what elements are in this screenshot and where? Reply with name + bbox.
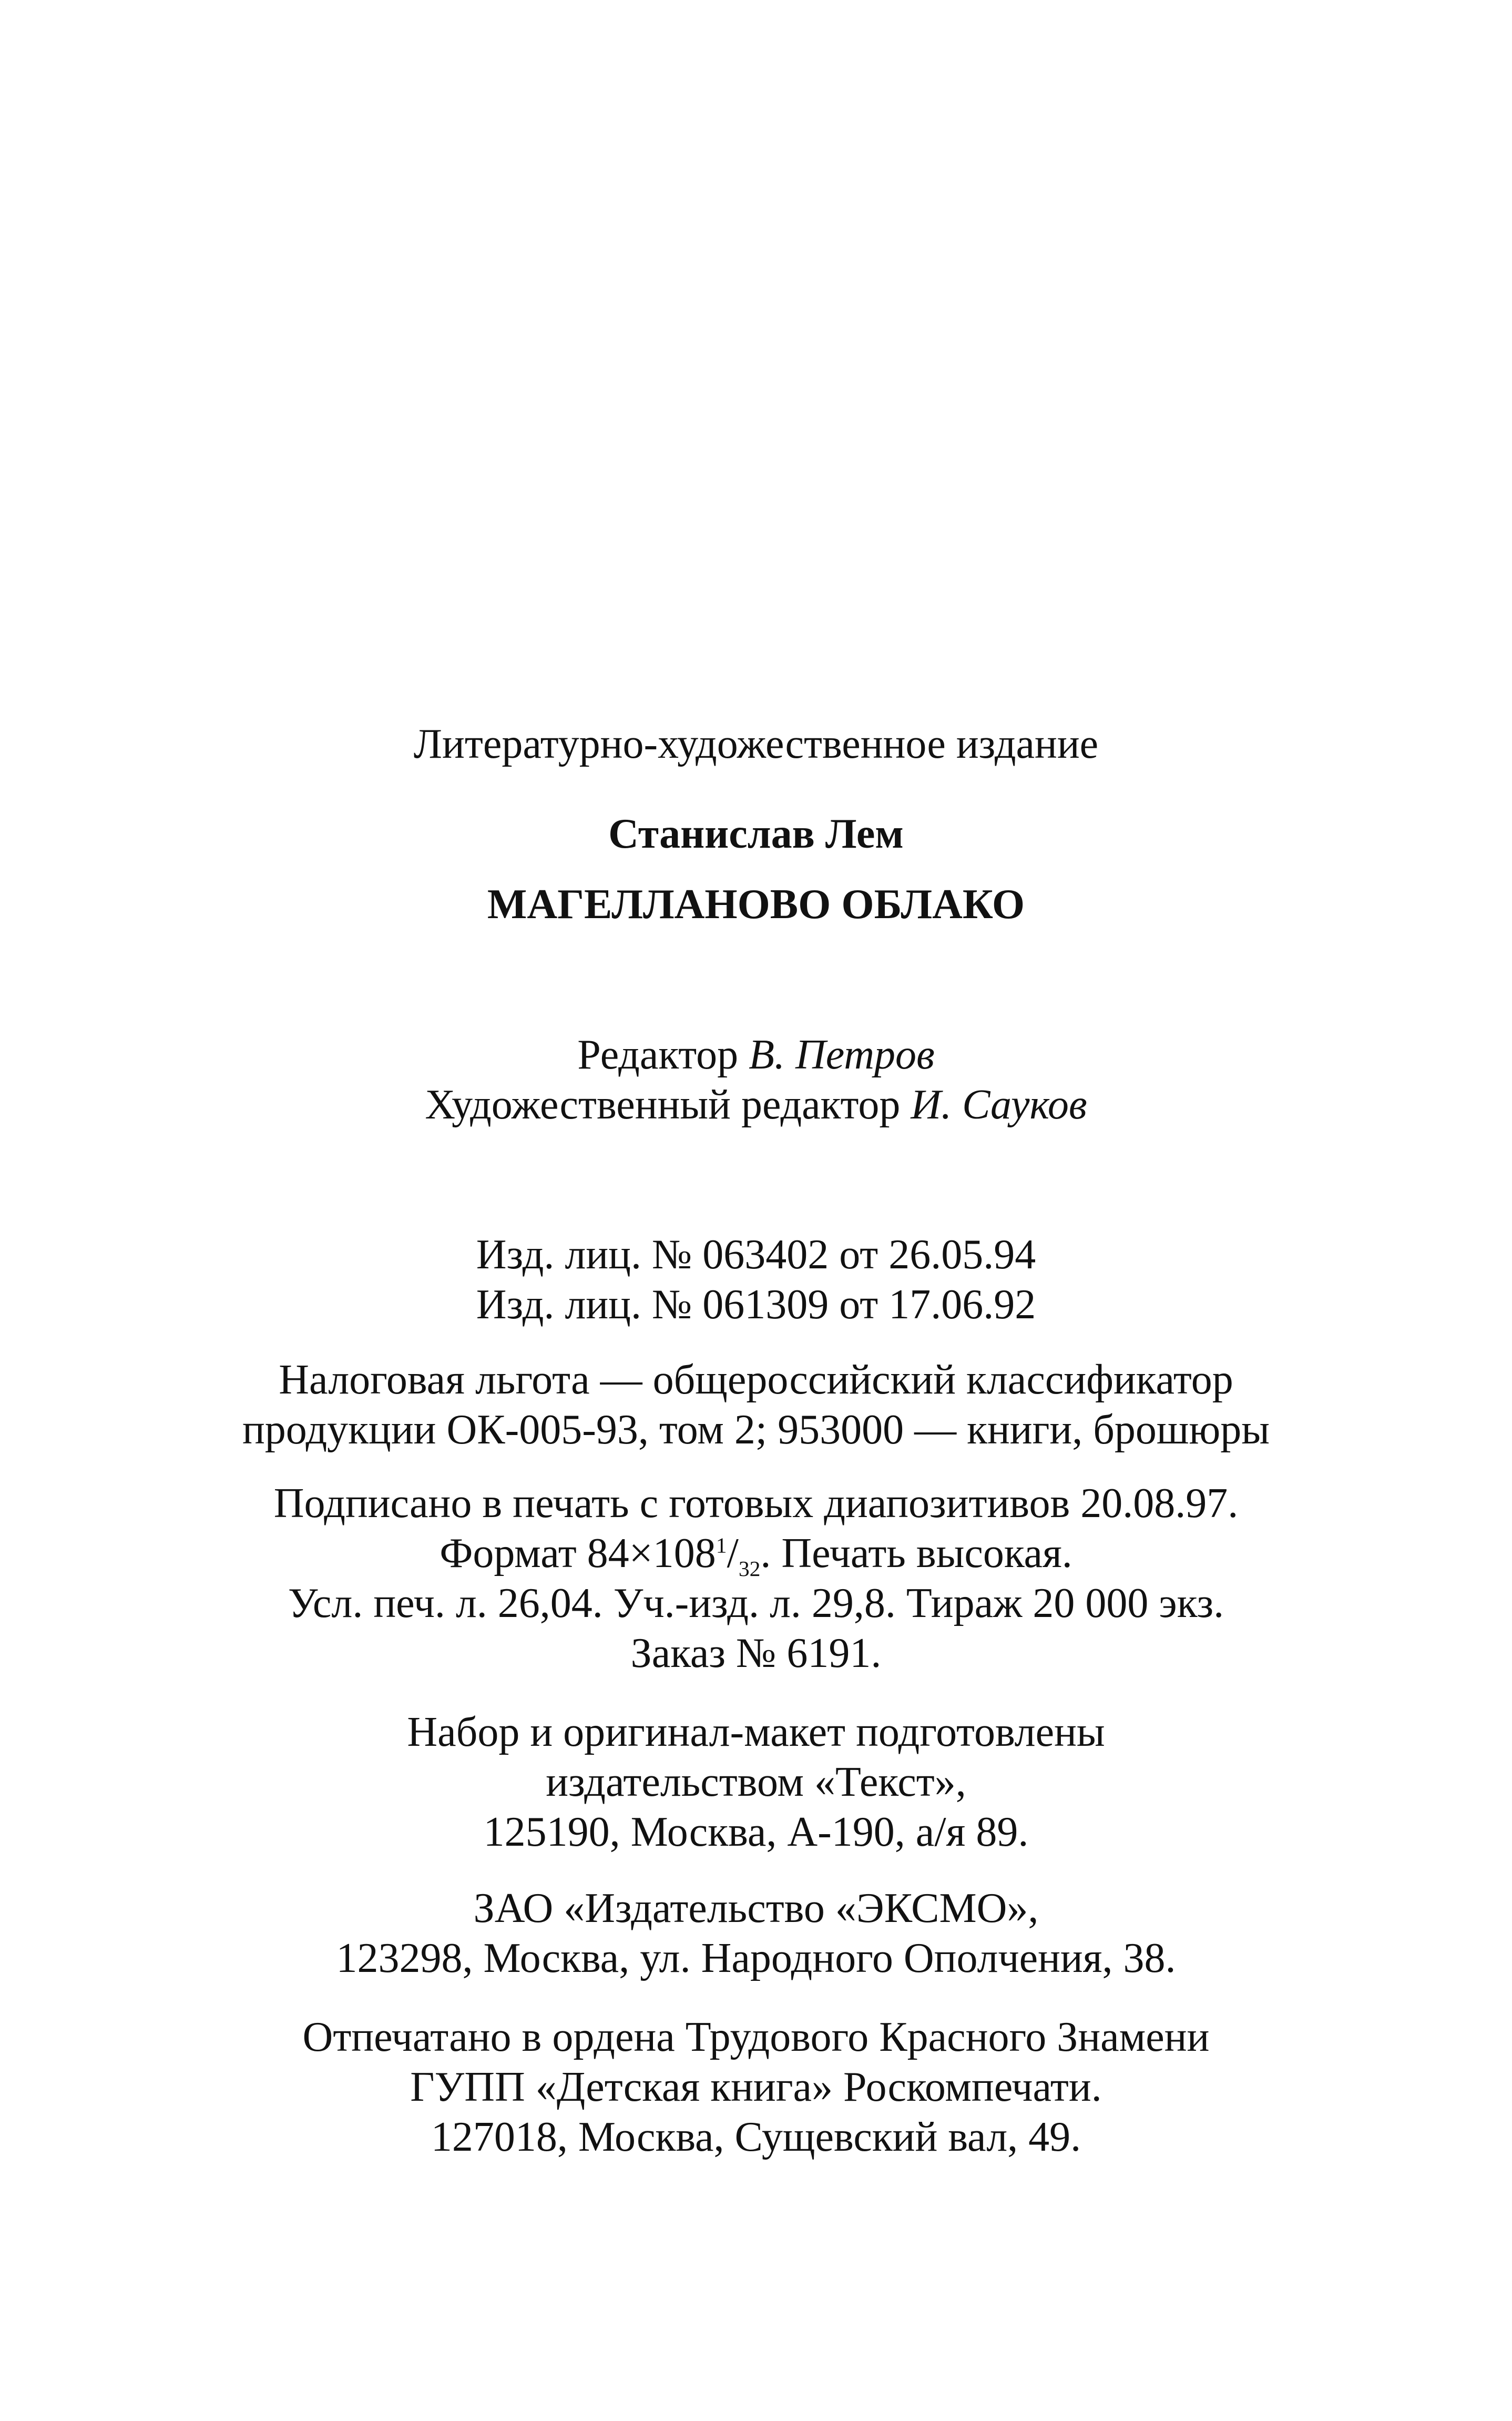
print-block (0, 1479, 1512, 1679)
author-name: Станислав Лем (608, 811, 904, 857)
art-editor-label: Художественный редактор (425, 1082, 901, 1128)
signed-line: Подписано в печать с готовых диапозитивов 20.08.97. (273, 1480, 1239, 1527)
format-suffix: . Печать высокая. (760, 1530, 1072, 1576)
license-line: Изд. лиц. № 061309 от 17.06.92 (476, 1281, 1036, 1328)
editor-name: В. Петров (749, 1032, 935, 1078)
format-fraction-numerator: 1 (716, 1533, 727, 1558)
publisher-line: 123298, Москва, ул. Народного Ополчения, 38. (336, 1935, 1176, 1981)
colophon (0, 719, 1512, 2162)
typeset-line: издательством «Текст», (546, 1759, 966, 1805)
art-editor-name: И. Сауков (911, 1082, 1087, 1128)
publisher-line: ЗАО «Издательство «ЭКСМО», (473, 1885, 1039, 1931)
typeset-block (0, 1707, 1512, 1857)
book-title: МАГЕЛЛАНОВО ОБЛАКО (487, 881, 1025, 928)
printer-block (0, 2012, 1512, 2162)
typeset-line: 125190, Москва, А-190, а/я 89. (483, 1809, 1029, 1855)
tax-block (0, 1355, 1512, 1455)
printer-line: Отпечатано в ордена Трудового Красного Знамени (302, 2014, 1210, 2060)
order-line: Заказ № 6191. (630, 1630, 882, 1676)
editor-label: Редактор (577, 1032, 739, 1078)
license-line: Изд. лиц. № 063402 от 26.05.94 (476, 1232, 1036, 1278)
editors-block (0, 1030, 1512, 1130)
genre-line: Литературно-художественное издание (413, 721, 1099, 767)
format-prefix: Формат 84×108 (440, 1530, 716, 1576)
editor-line (0, 1030, 1512, 1080)
format-line: Формат $84\times 108^1/_{32}$. Печать высокая. (440, 1530, 1072, 1581)
tax-line: Налоговая льгота — общероссийский классификатор (279, 1357, 1233, 1403)
licenses-block (0, 1230, 1512, 1330)
art-editor-line (0, 1080, 1512, 1130)
publisher-block (0, 1884, 1512, 1983)
printer-line: ГУПП «Детская книга» Роскомпечати. (410, 2064, 1102, 2110)
printer-line: 127018, Москва, Сущевский вал, 49. (431, 2114, 1081, 2160)
tax-line: продукции ОК-005-93, том 2; 953000 — книги, брошюры (242, 1407, 1270, 1453)
format-fraction-denominator: 32 (738, 1557, 761, 1581)
sheets-line: Усл. печ. л. 26,04. Уч.-изд. л. 29,8. Тираж 20 000 экз. (288, 1580, 1224, 1626)
typeset-line: Набор и оригинал-макет подготовлены (407, 1709, 1105, 1755)
